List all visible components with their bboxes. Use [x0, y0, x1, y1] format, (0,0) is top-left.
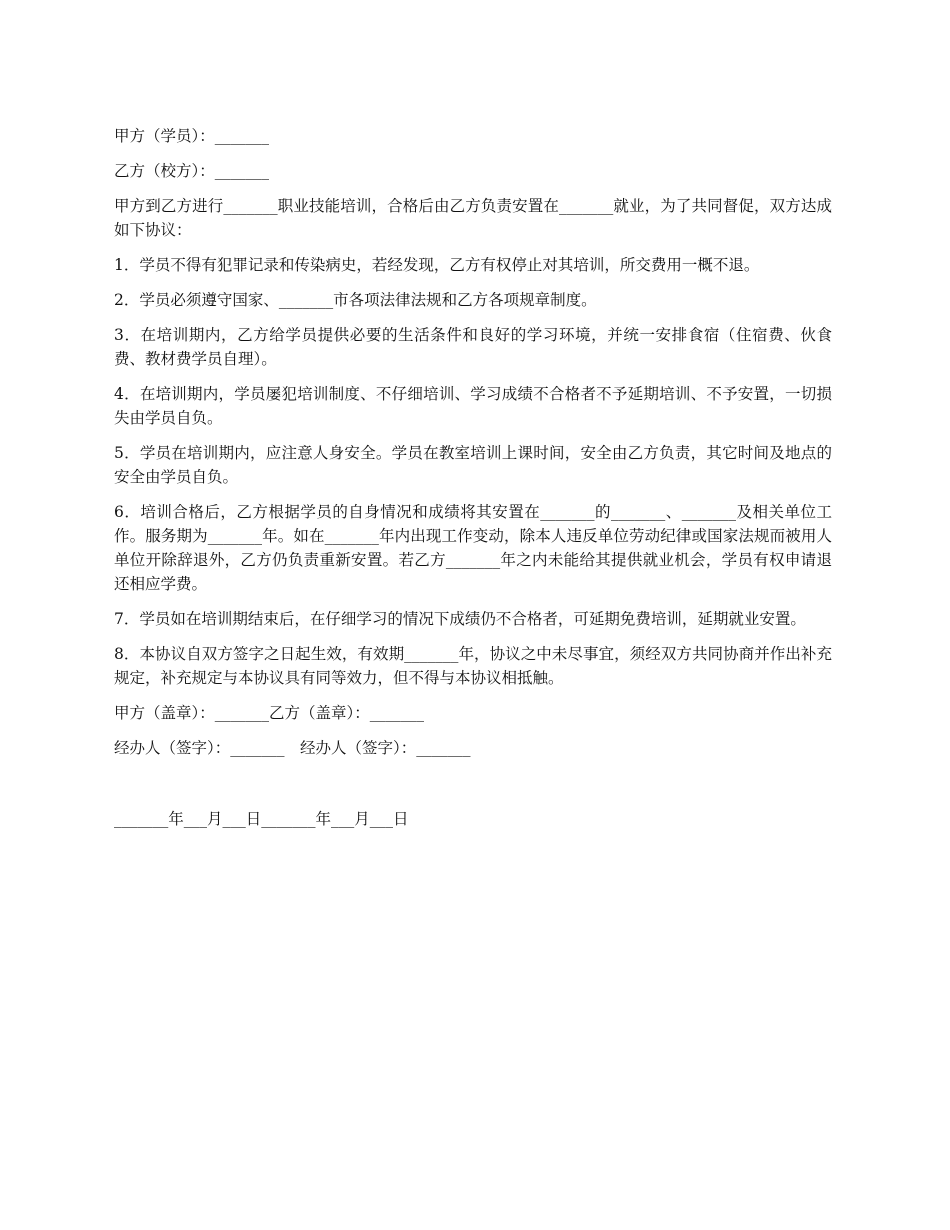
clause-4: 4．在培训期内，学员屡犯培训制度、不仔细培训、学习成绩不合格者不予延期培训、不予安置，一切损失由学员自负。	[114, 385, 832, 427]
clause-1: 1．学员不得有犯罪记录和传染病史，若经发现，乙方有权停止对其培训，所交费用一概不退。	[114, 256, 760, 274]
clause-8: 8．本协议自双方签字之日起生效，有效期_______年，协议之中未尽事宜，须经双方共同协商并作出补充规定，补充规定与本协议具有同等效力，但不得与本协议相抵触。	[114, 645, 832, 687]
date-line: _______年___月___日_______年___月___日	[114, 810, 409, 828]
blank-spacer	[114, 771, 832, 807]
document-body	[114, 124, 832, 842]
clause-5: 5．学员在培训期内，应注意人身安全。学员在教室培训上课时间，安全由乙方负责，其它时间及地点的安全由学员自负。	[114, 444, 832, 486]
clause-3: 3．在培训期内，乙方给学员提供必要的生活条件和良好的学习环境，并统一安排食宿（住宿费、伙食费、教材费学员自理）。	[114, 326, 832, 368]
party-a-line: 甲方（学员）：_______	[114, 127, 270, 145]
clause-2: 2．学员必须遵守国家、_______市各项法律法规和乙方各项规章制度。	[114, 291, 597, 309]
clause-7: 7．学员如在培训期结束后，在仔细学习的情况下成绩仍不合格者，可延期免费培训，延期就业安置。	[114, 610, 806, 628]
party-b-line: 乙方（校方）：_______	[114, 162, 270, 180]
clause-6: 6．培训合格后，乙方根据学员的自身情况和成绩将其安置在_______的_______、_______及相关单位工作。服务期为_______年。如在_______年内出现工作变动，除本人违反单位劳动纪律或国家法规而被用人单位开除辞退外，乙方仍负责重新安置。若乙方_______年之内未能给其提供就业机会，学员有权申请退还相应学费。	[114, 503, 832, 593]
seal-line: 甲方（盖章）：_______乙方（盖章）：_______	[114, 704, 425, 722]
signature-line: 经办人（签字）：_______ 经办人（签字）：_______	[114, 739, 471, 757]
intro-paragraph: 甲方到乙方进行_______职业技能培训，合格后由乙方负责安置在_______就业，为了共同督促，双方达成如下协议：	[114, 197, 832, 239]
